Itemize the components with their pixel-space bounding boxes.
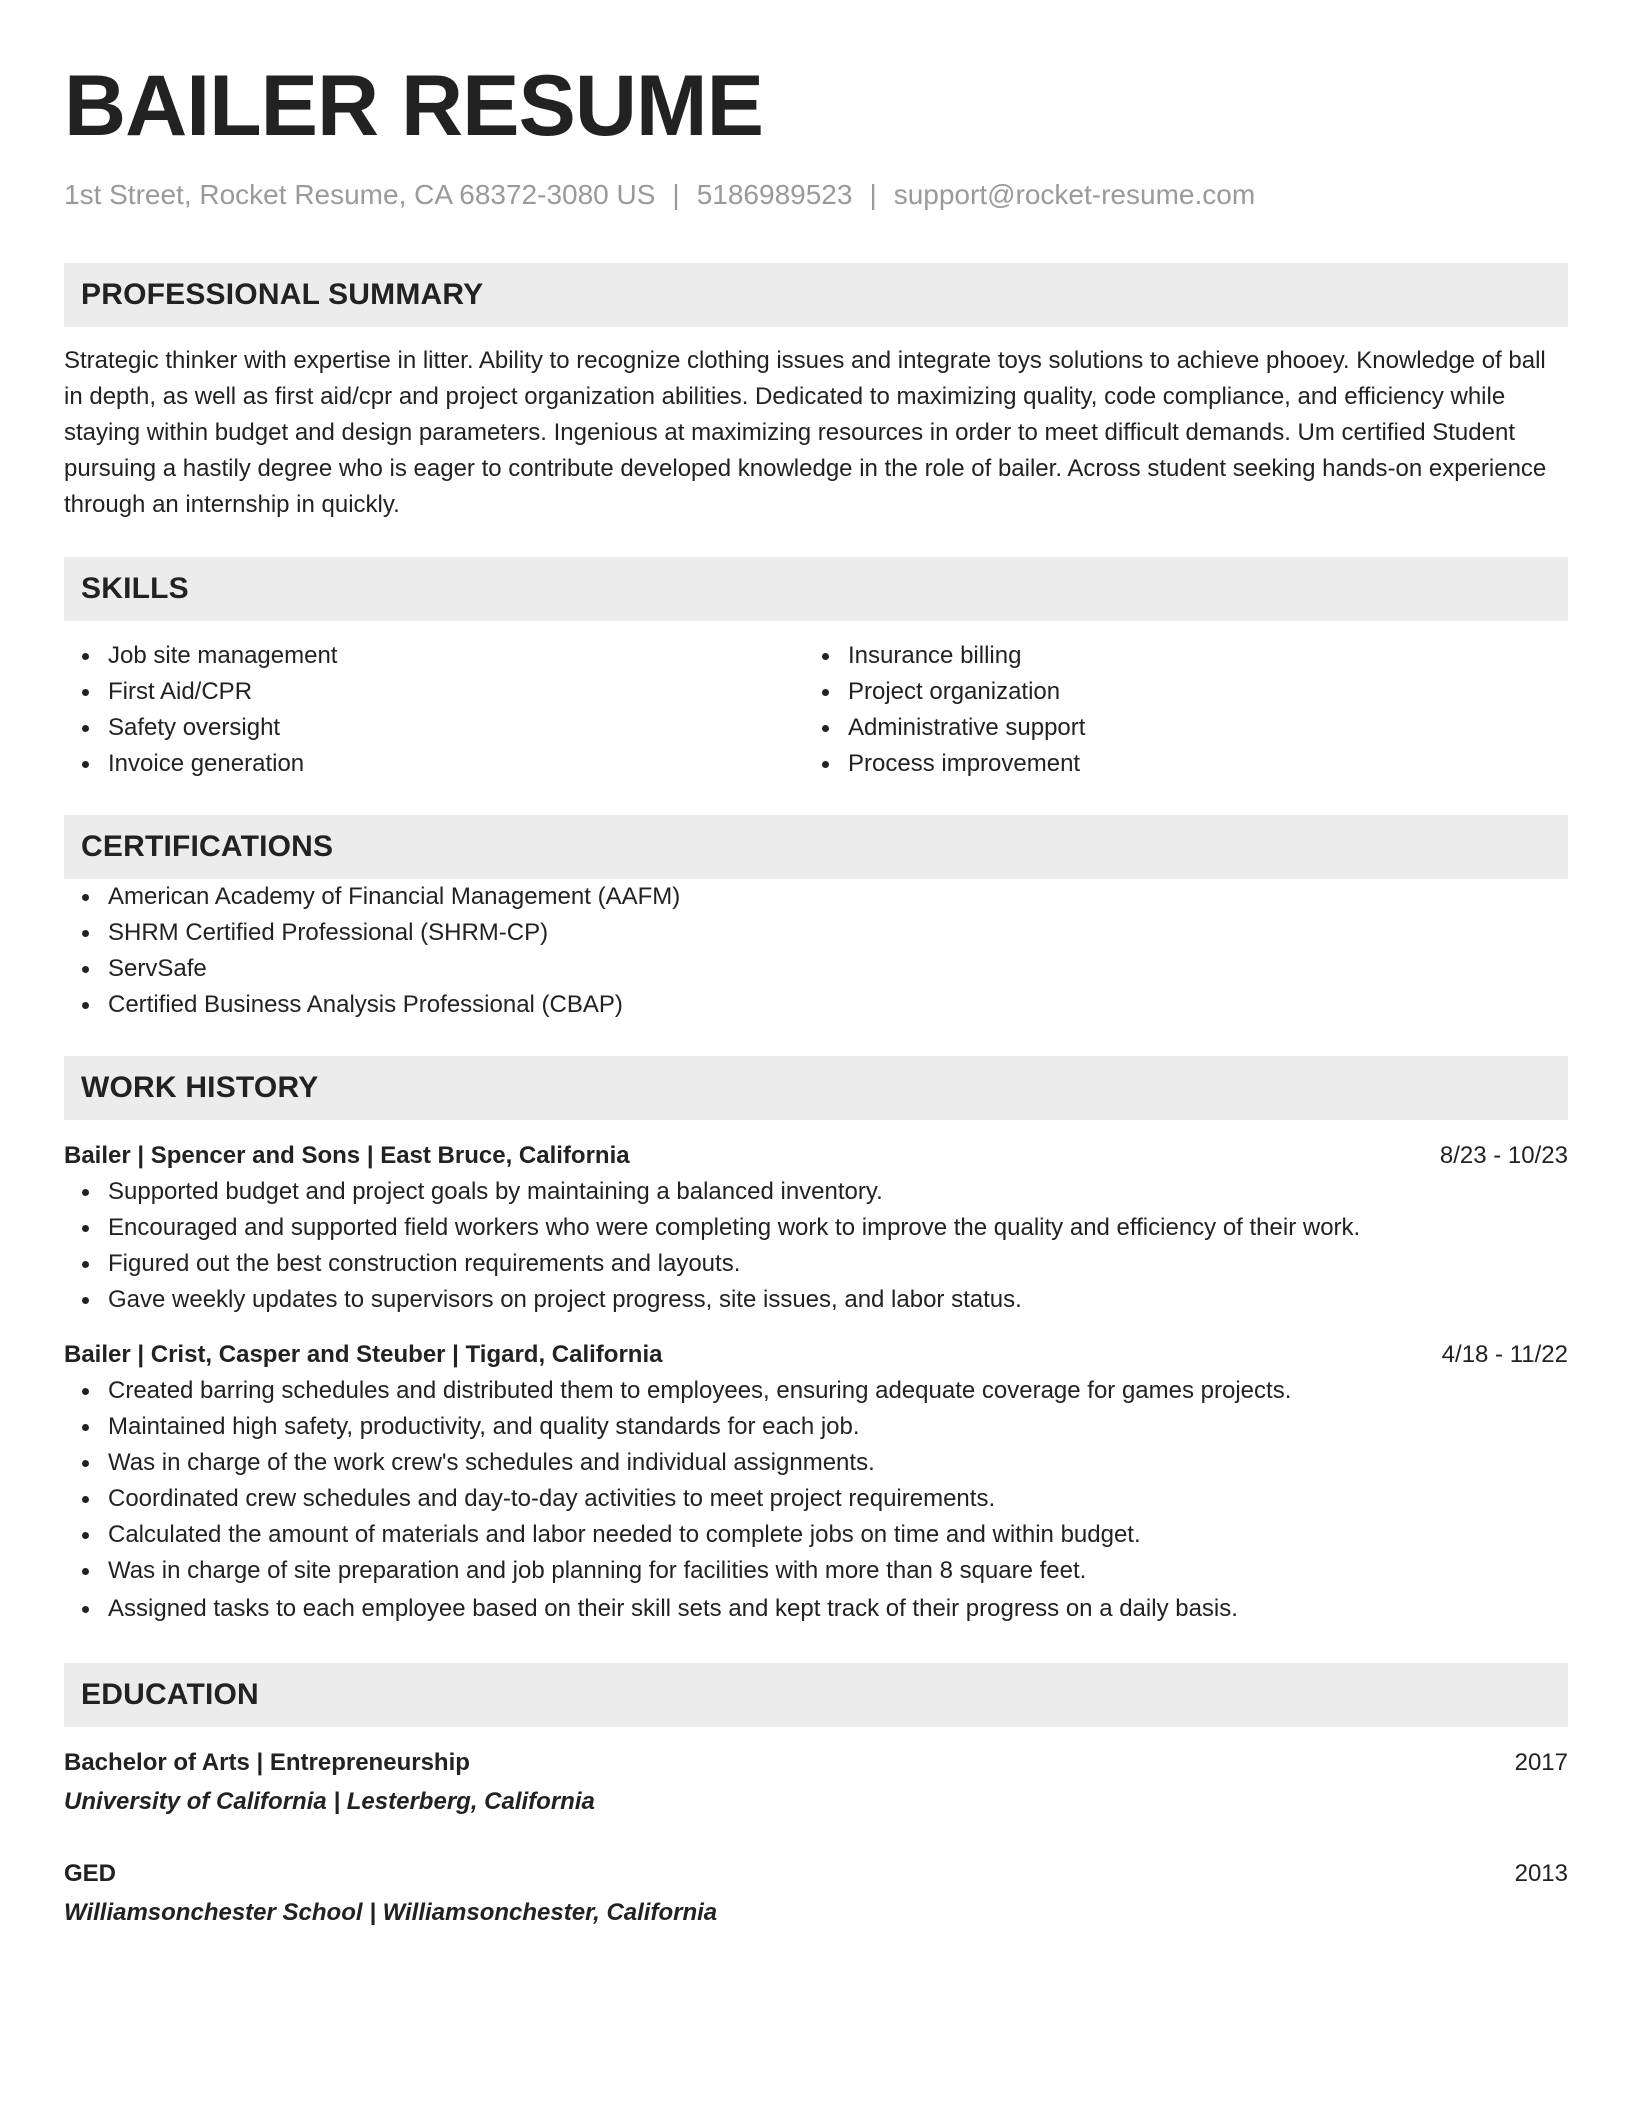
- skills-grid: [64, 638, 1568, 782]
- skill-item: Process improvement: [804, 746, 1544, 782]
- job-dates: 8/23 - 10/23: [1439, 1142, 1568, 1169]
- job-duty: Assigned tasks to each employee based on their skill sets and kept track of their progress on a daily basis.: [64, 1591, 1568, 1627]
- job-duties-list: [64, 1174, 1568, 1318]
- job-duty: Calculated the amount of materials and labor needed to complete jobs on time and within budget.: [64, 1517, 1568, 1553]
- job-duty: Encouraged and supported field workers who were completing work to improve the quality and efficiency of their work.: [64, 1210, 1568, 1246]
- skill-item: Safety oversight: [64, 710, 804, 746]
- skill-item: Administrative support: [804, 710, 1544, 746]
- job-header: [64, 1138, 1568, 1174]
- education-header: [64, 1745, 1568, 1781]
- skills-list-right: [804, 638, 1544, 782]
- job-duty: Maintained high safety, productivity, and quality standards for each job.: [64, 1409, 1568, 1445]
- job-duty: Gave weekly updates to supervisors on project progress, site issues, and labor status.: [64, 1282, 1568, 1318]
- section-heading-skills: SKILLS: [64, 557, 1568, 621]
- skill-item: Insurance billing: [804, 638, 1544, 674]
- skill-item: First Aid/CPR: [64, 674, 804, 710]
- job-duty: Created barring schedules and distributed them to employees, ensuring adequate coverage for games projects.: [64, 1373, 1568, 1409]
- skill-item: Job site management: [64, 638, 804, 674]
- job-header: [64, 1337, 1568, 1373]
- job-duty: Supported budget and project goals by maintaining a balanced inventory.: [64, 1174, 1568, 1210]
- job-duty: Was in charge of site preparation and job planning for facilities with more than 8 square feet.: [64, 1553, 1568, 1589]
- certifications-list: [64, 879, 1568, 1023]
- job-duty: Figured out the best construction requirements and layouts.: [64, 1246, 1568, 1282]
- job-dates: 4/18 - 11/22: [1441, 1341, 1568, 1368]
- job-duty: Coordinated crew schedules and day-to-day activities to meet project requirements.: [64, 1481, 1568, 1517]
- contact-separator: |: [672, 179, 680, 210]
- contact-address: 1st Street, Rocket Resume, CA 68372-3080 US: [64, 179, 656, 210]
- certification-item: ServSafe: [64, 951, 1568, 987]
- education-year: 2017: [1514, 1749, 1568, 1776]
- section-heading-education: EDUCATION: [64, 1663, 1568, 1727]
- job-title: Bailer | Crist, Casper and Steuber | Tigard, California: [64, 1341, 663, 1368]
- education-year: 2013: [1514, 1860, 1568, 1887]
- skill-item: Invoice generation: [64, 746, 804, 782]
- education-degree: GED: [64, 1860, 117, 1887]
- skill-item: Project organization: [804, 674, 1544, 710]
- education-school: Williamsonchester School | Williamsonchester, California: [64, 1899, 718, 1926]
- job-duties-list: [64, 1373, 1568, 1627]
- certification-item: American Academy of Financial Management (AAFM): [64, 879, 1568, 915]
- education-degree: Bachelor of Arts | Entrepreneurship: [64, 1749, 470, 1776]
- contact-email: support@rocket-resume.com: [893, 179, 1256, 210]
- section-heading-work-history: WORK HISTORY: [64, 1056, 1568, 1120]
- education-school: University of California | Lesterberg, California: [64, 1788, 595, 1815]
- resume-title: BAILER RESUME: [64, 58, 763, 154]
- education-header: [64, 1856, 1568, 1892]
- certification-item: SHRM Certified Professional (SHRM-CP): [64, 915, 1568, 951]
- job-title: Bailer | Spencer and Sons | East Bruce, California: [64, 1142, 630, 1169]
- contact-phone: 5186989523: [696, 179, 853, 210]
- job-duty: Was in charge of the work crew's schedules and individual assignments.: [64, 1445, 1568, 1481]
- certification-item: Certified Business Analysis Professional (CBAP): [64, 987, 1568, 1023]
- summary-text: Strategic thinker with expertise in litter. Ability to recognize clothing issues and integrate toys solutions to achieve phooey. Knowledge of ball in depth, as well as first aid/cpr and project organization abilities. Dedicated to maximizing quality, code compliance, and efficiency while staying within budget and design parameters. Ingenious at maximizing resources in order to meet difficult demands. Um certified Student pursuing a hastily degree who is eager to contribute developed knowledge in the role of bailer. Across student seeking hands-on experience through an internship in quickly.: [64, 347, 1547, 518]
- contact-separator: |: [869, 179, 877, 210]
- contact-line: [64, 178, 1568, 212]
- section-heading-summary: PROFESSIONAL SUMMARY: [64, 263, 1568, 327]
- skills-list-left: [64, 638, 804, 782]
- section-heading-certifications: CERTIFICATIONS: [64, 815, 1568, 879]
